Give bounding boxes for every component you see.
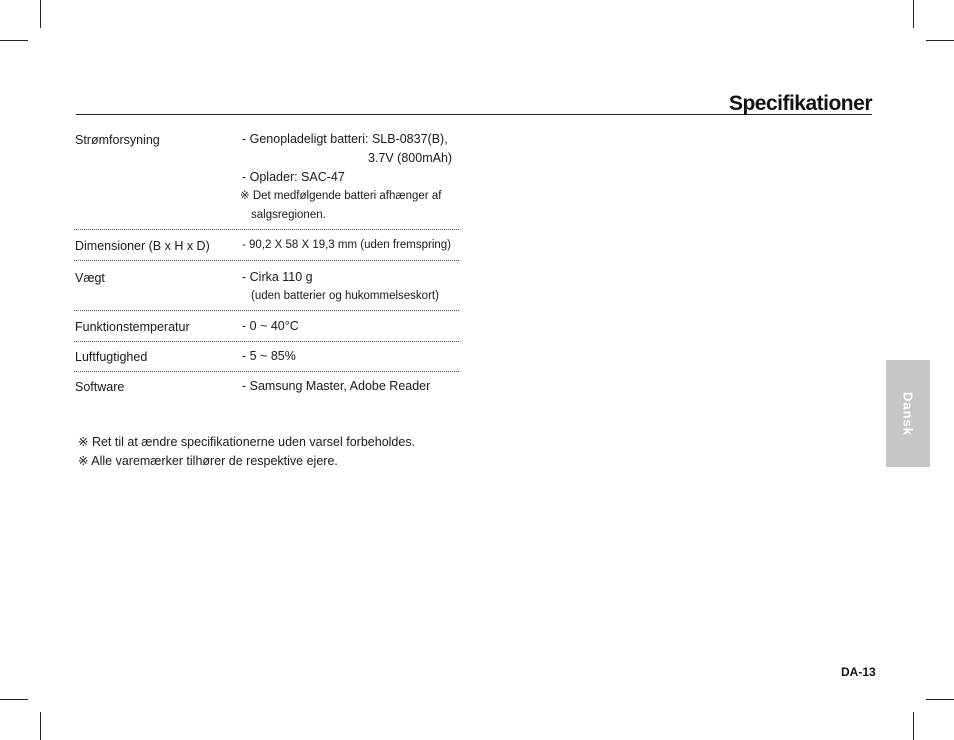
crop-mark-top-left-horizontal <box>0 40 28 41</box>
spec-value-line: salgsregionen. <box>251 209 326 221</box>
spec-value <box>242 342 459 366</box>
language-tab-label: Dansk <box>900 391 916 436</box>
crop-mark-bottom-right-horizontal <box>926 699 954 700</box>
spec-row-temperature <box>74 311 459 342</box>
spec-value-line: ※ Det medfølgende batteri afhænger af <box>240 190 442 202</box>
footnote: ※ Ret til at ændre specifikationerne uden varsel forbeholdes. <box>78 435 416 449</box>
page-number: DA-13 <box>841 665 876 679</box>
spec-label: Dimensioner (B x H x D) <box>75 239 210 253</box>
crop-mark-bottom-right-vertical <box>913 712 914 740</box>
spec-row-software <box>74 372 459 402</box>
spec-row-power <box>74 130 459 230</box>
spec-value-line: - 5 ~ 85% <box>242 349 296 363</box>
spec-label: Strømforsyning <box>75 133 160 147</box>
footnotes <box>78 433 415 471</box>
crop-mark-bottom-left-vertical <box>40 712 41 740</box>
language-tab <box>886 360 930 467</box>
crop-mark-top-left-vertical <box>40 0 41 28</box>
footnote: ※ Alle varemærker tilhører de respektive ejere. <box>78 454 338 468</box>
spec-value <box>242 261 459 306</box>
spec-row-dimensions <box>74 230 459 261</box>
crop-mark-top-right-vertical <box>913 0 914 28</box>
spec-value <box>242 230 459 255</box>
spec-label: Software <box>75 380 125 394</box>
spec-label: Luftfugtighed <box>75 350 148 364</box>
spec-row-humidity <box>74 342 459 372</box>
crop-mark-bottom-left-horizontal <box>0 699 28 700</box>
spec-value <box>242 130 459 225</box>
spec-value-line: - 90,2 X 58 X 19,3 mm (uden fremspring) <box>242 239 452 251</box>
spec-value-line: - Samsung Master, Adobe Reader <box>242 379 431 393</box>
spec-value-line: 3.7V (800mAh) <box>368 151 453 165</box>
spec-table <box>74 130 459 402</box>
spec-value-line: - Cirka 110 g <box>242 270 313 284</box>
page-title: Specifikationer <box>728 92 872 115</box>
crop-mark-top-right-horizontal <box>926 40 954 41</box>
spec-value <box>242 311 459 336</box>
spec-value-line: (uden batterier og hukommelseskort) <box>251 290 439 302</box>
spec-value <box>242 372 459 396</box>
spec-value-line: - Genopladeligt batteri: SLB-0837(B), <box>242 132 448 146</box>
spec-value-line: - 0 ~ 40°C <box>242 319 299 333</box>
spec-label: Funktionstemperatur <box>75 320 190 334</box>
spec-row-weight <box>74 261 459 311</box>
spec-label: Vægt <box>75 271 105 285</box>
spec-value-line: - Oplader: SAC-47 <box>242 170 345 184</box>
